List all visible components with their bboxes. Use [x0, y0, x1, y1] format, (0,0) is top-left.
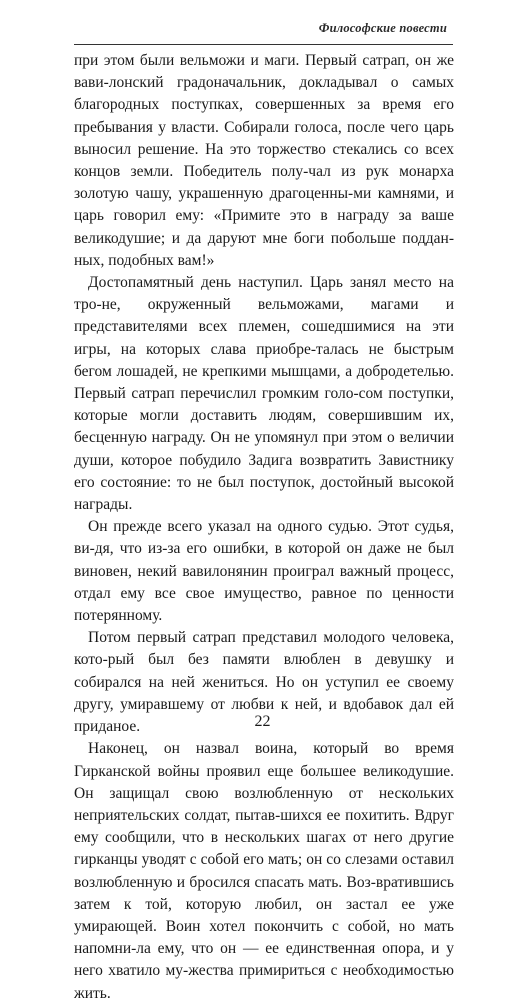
running-header [74, 18, 453, 45]
page-number: 22 [254, 713, 271, 730]
paragraph-continued: при этом были вельможи и маги. Первый сатрап, он же вави-лонский градоначальник, докладывал о самых благородных поступках, совершенных за время его пребывания у власти. Собирали голоса, после чего царь выносил решение. На это торжество стекались со всех концов земли. Победитель полу-чал из рук монарха золотую чашу, украшенную драгоценны-ми камнями, и царь говорил ему: «Примите это в награду за ваше великодушие; и да даруют мне боги побольше поддан-ных, подобных вам!» [74, 52, 454, 269]
running-title: Философские повести [318, 21, 447, 35]
paragraph: Потом первый сатрап представил молодого человека, кото-рый был без памяти влюблен в девушку и собирался на ней жениться. Но он уступил ее своему другу, умиравшему от любви к ней, и вдобавок дал ей приданое. [74, 629, 454, 736]
body-text [74, 50, 454, 1005]
paragraph: Он прежде всего указал на одного судью. Этот судья, ви-дя, что из-за его ошибки, в которой он даже не был виновен, некий вавилонянин проиграл важный процесс, отдал ему все свое имущество, равное по ценности потерянному. [74, 518, 454, 625]
paragraph: Наконец, он назвал воина, который во время Гирканской войны проявил еще большее великодушие. Он защищал свою возлюбленную от нескольких неприятельских солдат, пытав-шихся ее похитить. Вдруг ему сообщили, что в нескольких шагах от него другие гирканцы уводят с собой его мать; он со слезами оставил возлюбленную и бросился спасать мать. Воз-вратившись затем к той, которую любил, он застал ее уже умирающей. Воин хотел покончить с собой, но мать напомни-ла ему, что он — ее единственная опора, и у него хватило му-жества примириться с необходимостью жить. [74, 740, 454, 1002]
paragraph: Достопамятный день наступил. Царь занял место на тро-не, окруженный вельможами, магами и представителями всех племен, сошедшимися на эти игры, на которых слава приобре-талась не быстрым бегом лошадей, не крепкими мышцами, а добродетелью. Первый сатрап перечислил громким голо-сом поступки, которые могли доставить людям, совершившим их, бесценную награду. Он не упомянул при этом о величии души, которое побудило Задига возвратить Завистнику его состояние: то не был поступок, достойный высокой награды. [74, 274, 454, 514]
